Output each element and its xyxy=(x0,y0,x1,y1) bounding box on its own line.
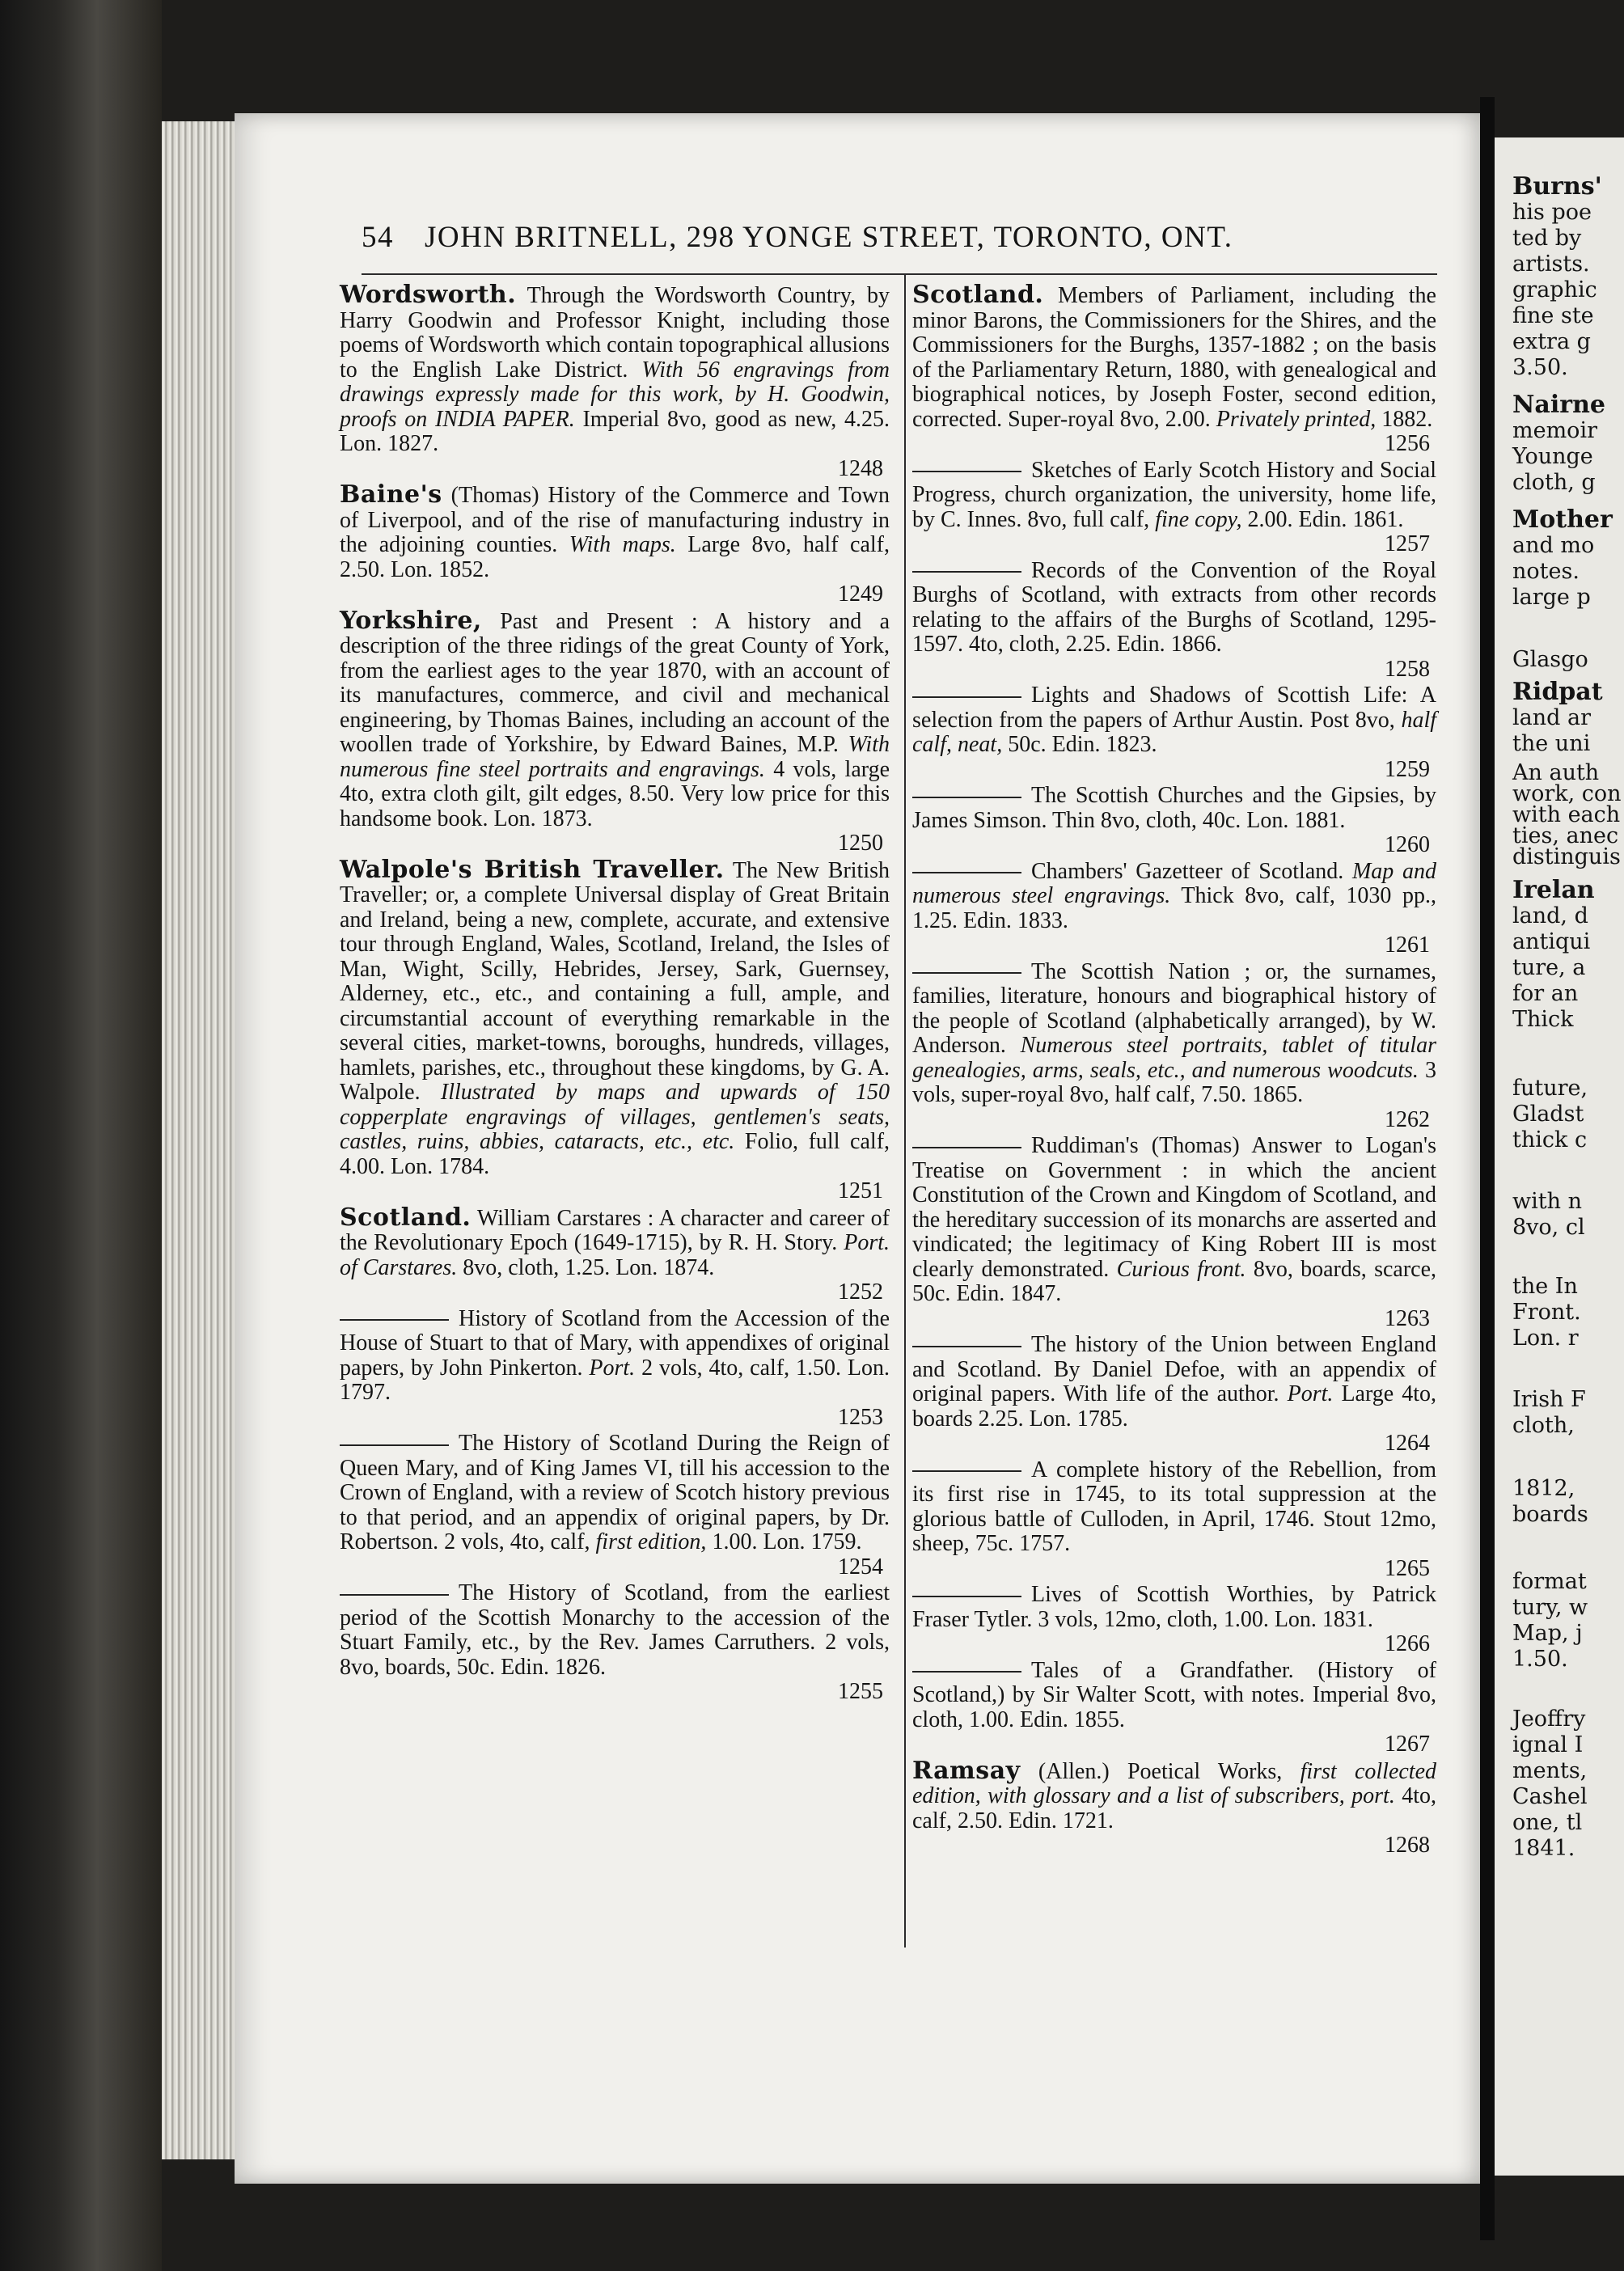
entry-heading: Scotland. xyxy=(340,1203,472,1232)
entry-text: Members of Parliament, including the minor Barons, the Commissioners for the Shires, and the Commissioners for the Burghs, 1357-1882 ; on the basis of the Parliamentary Return, 1880, with genealogical and biographical notices, by Joseph Foster, second edition, corrected. Super-royal 8vo, 2.00. xyxy=(912,283,1436,432)
entry-text: A complete history of the Rebellion, from its first rise in 1745, to its total suppression at the glorious battle of Culloden, in April, 1746. Stout 12mo, sheep, 75c. 1757. xyxy=(912,1457,1436,1556)
entry-number: 1263 xyxy=(1385,1305,1430,1331)
entry-number: 1252 xyxy=(838,1279,883,1305)
fragment-line: Thick xyxy=(1512,1007,1574,1032)
entry-text: Past and Present : A history and a description of the three ridings of the great County of York, from the earliest ages to the year 1870, with an account of its manufactures, commerce, and civil and mechanical engineering, by Thomas Baines, including an account of the woollen trade of Yorkshire, by Edward Baines, M.P. xyxy=(340,608,890,757)
fragment-line: 1841. xyxy=(1512,1836,1575,1861)
fragment-line: notes. xyxy=(1512,559,1580,584)
entry-details: 4to, calf, 2.50. Edin. 1721. xyxy=(912,1783,1436,1833)
ditto-dash xyxy=(912,1346,1021,1347)
fragment-line: fine ste xyxy=(1512,303,1594,328)
entry-text: Tales of a Grandfather. (History of Scotland,) by Sir Walter Scott, with notes. Imperial 8vo, cloth, 1.00. Edin. 1855. xyxy=(912,1657,1436,1732)
catalogue-entry xyxy=(340,1203,890,1305)
fragment-line: future, xyxy=(1512,1076,1588,1101)
fragment-line: ments, xyxy=(1512,1758,1588,1783)
entry-number: 1253 xyxy=(838,1404,883,1430)
ditto-dash xyxy=(912,797,1021,798)
fragment-line: antiqui xyxy=(1512,929,1591,954)
entry-details: 1.00. Lon. 1759. xyxy=(712,1529,862,1554)
entry-text: Lights and Shadows of Scottish Life: A selection from the papers of Arthur Austin. Post 8vo, xyxy=(912,683,1436,733)
header-rule xyxy=(362,273,1437,275)
entry-italic: Port. xyxy=(1287,1381,1334,1406)
fragment-line: cloth, g xyxy=(1512,470,1596,495)
entry-text: Sketches of Early Scotch History and Social Progress, church organization, the university, home life, by C. Innes. 8vo, full calf, xyxy=(912,457,1436,532)
entry-text: The History of Scotland During the Reign of Queen Mary, and of King James VI, till his accession to the Crown of England, with a review of Scotch history previous to that period, and an appendix of original papers, by Dr. Robertson. 2 vols, 4to, calf, xyxy=(340,1431,890,1554)
catalogue-entry xyxy=(340,855,890,1204)
fragment-line xyxy=(1512,679,1603,706)
entry-number: 1267 xyxy=(1385,1732,1430,1757)
entry-details: 8vo, boards, scarce, 50c. Edin. 1847. xyxy=(912,1256,1436,1306)
entry-number: 1260 xyxy=(1385,832,1430,857)
ditto-dash xyxy=(912,972,1021,974)
fragment-line: the In xyxy=(1512,1274,1578,1299)
fragment-line: Front. xyxy=(1512,1300,1581,1325)
ditto-dash xyxy=(340,1319,449,1321)
catalogue-entry xyxy=(912,459,1436,557)
fragment-line: 3.50. xyxy=(1512,355,1568,380)
entry-text: The Scottish Churches and the Gipsies, by James Simson. Thin 8vo, cloth, 40c. Lon. 1881. xyxy=(912,783,1436,833)
entry-number: 1266 xyxy=(1385,1631,1430,1656)
entry-details: 8vo, cloth, 1.25. Lon. 1874. xyxy=(463,1254,715,1280)
header-title: JOHN BRITNELL, 298 YONGE STREET, TORONTO, ONT. xyxy=(425,221,1233,254)
fragment-line: Map, j xyxy=(1512,1621,1583,1646)
ditto-dash xyxy=(340,1594,449,1596)
page-stack-edges xyxy=(162,121,235,2159)
fragment-line: ture, a xyxy=(1512,955,1586,980)
fragment-line: for an xyxy=(1512,981,1579,1006)
catalogue-entry xyxy=(340,1432,890,1580)
catalogue-entry xyxy=(912,683,1436,782)
entry-text: Chambers' Gazetteer of Scotland. xyxy=(1031,858,1344,884)
fragment-line: 8vo, cl xyxy=(1512,1215,1585,1240)
running-header xyxy=(362,220,1340,255)
fragment-line: ted by xyxy=(1512,226,1582,251)
entry-text: (Allen.) Poetical Works, xyxy=(1038,1758,1283,1784)
catalogue-entry xyxy=(912,784,1436,858)
fragment-line: distinguis xyxy=(1512,844,1621,869)
entry-details: 2.00. Edin. 1861. xyxy=(1247,506,1404,532)
entry-details: 50c. Edin. 1823. xyxy=(1008,732,1157,757)
ditto-dash xyxy=(912,1470,1021,1472)
entry-number: 1268 xyxy=(1385,1833,1430,1858)
fragment-line: memoir xyxy=(1512,418,1597,443)
entry-number: 1257 xyxy=(1385,531,1430,556)
adjacent-page-fragment xyxy=(1495,137,1624,2176)
entry-text: The New British Traveller; or, a complete Universal display of Great Britain and Ireland, being a new, complete, accurate, and extensive tour through England, Wales, Scotland, Ireland, the Isles of Man, Wight, Scilly, Hebrides, Jersey, Sark, Guernsey, Alderney, etc., etc., and containing a full, ample, and circumstantial account of everything remarkable in the several cities, market-towns, boroughs, hundreds, villages, hamlets, parishes, etc., throughout these kingdoms, by G. A. Walpole. xyxy=(340,857,890,1105)
book-spine-edge xyxy=(0,0,162,2271)
entry-heading: Yorkshire, xyxy=(340,606,482,635)
entry-heading: Scotland. xyxy=(912,281,1044,309)
fragment-line: 1.50. xyxy=(1512,1647,1568,1672)
fragment-heading: Nairne xyxy=(1512,391,1605,419)
catalogue-entry xyxy=(912,1756,1437,1859)
entry-italic: Port. of Carstares. xyxy=(340,1230,890,1280)
ditto-dash xyxy=(912,1596,1021,1597)
catalogue-entry xyxy=(340,480,890,607)
entry-number: 1248 xyxy=(838,455,883,481)
left-column xyxy=(340,283,890,1706)
ditto-dash xyxy=(912,1671,1021,1673)
fragment-line: one, tl xyxy=(1512,1810,1583,1835)
entry-text: History of Scotland from the Accession of the House of Stuart to that of Mary, with appendixes of original papers, by John Pinkerton. xyxy=(340,1305,890,1381)
fragment-heading: Ridpat xyxy=(1512,678,1603,706)
fragment-line: ignal I xyxy=(1512,1732,1584,1757)
fragment-line: Glasgo xyxy=(1512,647,1588,672)
entry-details: 2 vols, 4to, calf, 1.50. Lon. 1797. xyxy=(340,1355,890,1405)
fragment-line: Gladst xyxy=(1512,1102,1584,1127)
entry-italic: Port. xyxy=(589,1355,636,1381)
fragment-line: graphic xyxy=(1512,277,1597,302)
fragment-line: Younge xyxy=(1512,444,1593,469)
entry-number: 1264 xyxy=(1385,1431,1430,1456)
entry-text: The history of the Union between England and Scotland. By Daniel Defoe, with an appendix of original papers. With life of the author. xyxy=(912,1332,1436,1406)
entry-text: The Scottish Nation ; or, the surnames, families, literature, honours and biographical history of the people of Scotland (alphabetically arranged), by W. Anderson. xyxy=(912,958,1436,1058)
entry-details: Large 4to, boards 2.25. Lon. 1785. xyxy=(912,1381,1437,1432)
entry-italic: Curious front. xyxy=(1116,1256,1246,1282)
entry-text: Lives of Scottish Worthies, by Patrick Fraser Tytler. 3 vols, 12mo, cloth, 1.00. Lon. 1831. xyxy=(912,1582,1436,1632)
fragment-line: large p xyxy=(1512,585,1591,610)
entry-number: 1262 xyxy=(1385,1106,1430,1132)
entry-details: 4 vols, large 4to, extra cloth gilt, gilt edges, 8.50. Very low price for this handsome book. Lon. 1873. xyxy=(340,756,890,831)
fragment-line: Lon. r xyxy=(1512,1326,1579,1351)
entry-details: Imperial 8vo, good as new, 4.25. Lon. 1827. xyxy=(340,406,890,456)
entry-number: 1250 xyxy=(838,831,883,856)
book-gutter xyxy=(1480,97,1495,2240)
entry-italic: With maps. xyxy=(569,532,676,557)
fragment-line: with each xyxy=(1512,802,1621,827)
fragment-line xyxy=(1512,392,1605,419)
entry-heading: Baine's xyxy=(340,480,442,509)
entry-heading: Wordsworth. xyxy=(340,281,517,309)
catalogue-entry xyxy=(912,1458,1436,1582)
fragment-heading: Burns' xyxy=(1512,172,1602,201)
entry-text: Through the Wordsworth Country, by Harry Goodwin and Professor Knight, including those poems of Wordsworth which contain topographical allusions to the English Lake District. xyxy=(340,283,890,383)
entry-text: (Thomas) History of the Commerce and Town of Liverpool, and of the rise of manufacturing industry in the adjoining counties. xyxy=(340,483,890,557)
fragment-heading: Irelan xyxy=(1512,876,1595,904)
entry-heading: Walpole's British Traveller. xyxy=(340,855,725,884)
ditto-dash xyxy=(912,571,1021,573)
entry-italic: Privately printed, xyxy=(1216,406,1377,432)
fragment-line: cloth, xyxy=(1512,1413,1575,1438)
catalogue-entry xyxy=(912,1583,1436,1657)
fragment-line: Cashel xyxy=(1512,1784,1588,1809)
entry-italic: first collected edition, with glossary and a list of subscribers, port. xyxy=(912,1758,1437,1808)
fragment-line: the uni xyxy=(1512,731,1591,756)
page-number: 54 xyxy=(362,221,394,254)
fragment-line: his poe xyxy=(1512,200,1592,225)
catalogue-entry xyxy=(912,960,1436,1133)
catalogue-entry xyxy=(912,860,1436,958)
fragment-line: An auth xyxy=(1512,760,1600,785)
right-column xyxy=(912,283,1436,1860)
fragment-line: and mo xyxy=(1512,533,1595,558)
catalogue-entry xyxy=(912,559,1436,683)
catalogue-entry xyxy=(340,283,890,481)
fragment-line: Jeoffry xyxy=(1512,1706,1586,1732)
fragment-line: extra g xyxy=(1512,329,1591,354)
entry-italic: With numerous fine steel portraits and engravings. xyxy=(340,732,890,782)
fragment-line xyxy=(1512,174,1602,201)
entry-details: 1882. xyxy=(1381,406,1433,432)
ditto-dash xyxy=(340,1444,449,1446)
entry-details: Thick 8vo, calf, 1030 pp., 1.25. Edin. 1833. xyxy=(912,883,1436,933)
fragment-line: artists. xyxy=(1512,252,1590,277)
entry-italic: fine copy, xyxy=(1155,506,1242,532)
fragment-line xyxy=(1512,878,1595,904)
entry-italic: With 56 engravings from drawings expressly made for this work, by H. Goodwin, proofs on INDIA PAPER. xyxy=(340,357,890,432)
fragment-line: tury, w xyxy=(1512,1595,1588,1620)
entry-text: Ruddiman's (Thomas) Answer to Logan's Treatise on Government : in which the ancient Constitution of the Crown and Kingdom of Scotland, and the hereditary succession of its monarchs are asserted and vindicated; the legitimacy of King Robert III is most clearly demonstrated. xyxy=(912,1133,1436,1282)
entry-details: Large 8vo, half calf, 2.50. Lon. 1852. xyxy=(340,532,890,582)
entry-number: 1261 xyxy=(1385,933,1430,958)
entry-number: 1265 xyxy=(1385,1555,1430,1581)
fragment-line: thick c xyxy=(1512,1127,1588,1152)
entry-number: 1249 xyxy=(838,581,883,607)
entry-italic: Illustrated by maps and upwards of 150 copperplate engravings of villages, gentlemen's seats, castles, ruins, abbies, cataracts, etc., etc. xyxy=(340,1080,890,1154)
fragment-line: format xyxy=(1512,1569,1587,1594)
entry-text: The History of Scotland, from the earliest period of the Scottish Monarchy to the accession of the Stuart Family, etc., by the Rev. James Carruthers. 2 vols, 8vo, boards, 50c. Edin. 1826. xyxy=(340,1580,890,1680)
entry-heading: Ramsay xyxy=(912,1756,1021,1785)
fragment-line: work, con xyxy=(1512,781,1622,806)
entry-italic: Map and numerous steel engravings. xyxy=(912,858,1436,908)
entry-number: 1258 xyxy=(1385,656,1430,682)
ditto-dash xyxy=(912,471,1021,472)
fragment-line: ties, anec xyxy=(1512,823,1619,848)
column-divider xyxy=(904,273,906,1947)
ditto-dash xyxy=(912,696,1021,698)
entry-details: 3 vols, super-royal 8vo, half calf, 7.50. 1865. xyxy=(912,1057,1436,1107)
entry-number: 1259 xyxy=(1385,756,1430,782)
catalogue-entry xyxy=(912,283,1436,457)
ditto-dash xyxy=(912,872,1021,873)
fragment-line: 1812, xyxy=(1512,1476,1575,1501)
entry-italic: first edition, xyxy=(595,1529,707,1554)
entry-number: 1256 xyxy=(1385,431,1430,456)
entry-details: Folio, full calf, 4.00. Lon. 1784. xyxy=(340,1129,890,1179)
fragment-line: land ar xyxy=(1512,705,1591,730)
fragment-line: Irish F xyxy=(1512,1387,1586,1412)
fragment-line xyxy=(1512,507,1613,534)
entry-italic: Numerous steel portraits, tablet of titular genealogies, arms, seals, etc., and numerous woodcuts. xyxy=(912,1033,1437,1083)
catalogue-entry xyxy=(340,606,890,856)
entry-text: Records of the Convention of the Royal Burghs of Scotland, with extracts from other records relating to the affairs of the Burghs of Scotland, 1295-1597. 4to, cloth, 2.25. Edin. 1866. xyxy=(912,557,1436,657)
catalogue-entry xyxy=(912,1659,1436,1757)
entry-number: 1254 xyxy=(838,1554,883,1580)
entry-text: William Carstares : A character and career of the Revolutionary Epoch (1649-1715), by R. H. Story. xyxy=(340,1205,890,1255)
fragment-heading: Mother xyxy=(1512,505,1613,534)
entry-italic: half calf, neat, xyxy=(912,707,1436,757)
catalogue-entry xyxy=(912,1333,1436,1457)
catalogue-entry xyxy=(912,1134,1436,1331)
catalogue-entry xyxy=(340,1307,890,1431)
fragment-line: land, d xyxy=(1512,903,1588,928)
catalogue-entry xyxy=(340,1581,890,1705)
entry-number: 1251 xyxy=(838,1178,883,1203)
fragment-line: with n xyxy=(1512,1189,1582,1214)
entry-number: 1255 xyxy=(838,1679,883,1704)
ditto-dash xyxy=(912,1147,1021,1148)
fragment-line: boards xyxy=(1512,1502,1588,1527)
